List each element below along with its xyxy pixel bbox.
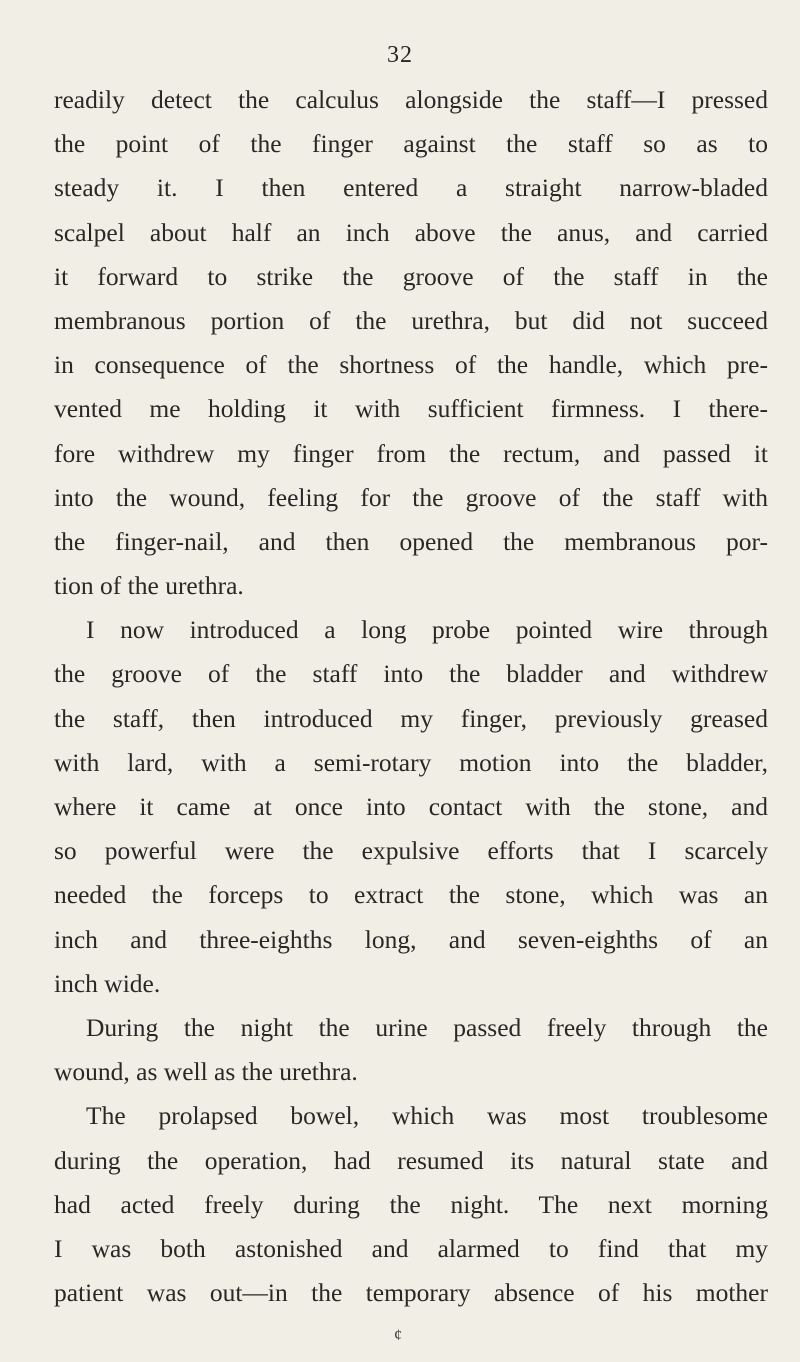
text-line: the staff, then introduced my finger, previously greased (54, 703, 768, 733)
text-line: in consequence of the shortness of the handle, which pre- (54, 350, 768, 380)
text-line: inch and three-eighths long, and seven-eighths of an (54, 924, 768, 954)
text-line: readily detect the calculus alongside the staff—I pressed (54, 85, 768, 114)
text-line: with lard, with a semi-rotary motion into the bladder, (54, 747, 768, 777)
text-line: the finger-nail, and then opened the membranous por- (54, 526, 768, 556)
text-line: had acted freely during the night. The next morning (54, 1189, 768, 1219)
text-line: I now introduced a long probe pointed wire through (86, 615, 768, 645)
text-line: where it came at once into contact with the stone, and (54, 792, 768, 821)
text-line: it forward to strike the groove of the staff in the (54, 261, 768, 291)
text-line: membranous portion of the urethra, but did not succeed (54, 305, 768, 335)
text-line: steady it. I then entered a straight narrow-bladed (54, 173, 768, 203)
text-line: the groove of the staff into the bladder and withdrew (54, 659, 768, 689)
signature-mark: ¢ (394, 1327, 402, 1344)
text-line: fore withdrew my finger from the rectum, and passed it (54, 438, 768, 468)
body-text (54, 78, 768, 1315)
text-line: patient was out—in the temporary absence of his mother (54, 1278, 768, 1308)
text-line: so powerful were the expulsive efforts that I scarcely (54, 836, 768, 866)
text-line: vented me holding it with sufficient firmness. I there- (54, 394, 768, 424)
text-line: into the wound, feeling for the groove of the staff with (54, 482, 768, 512)
text-line: during the operation, had resumed its natural state and (54, 1145, 768, 1175)
text-line: I was both astonished and alarmed to find that my (54, 1233, 768, 1263)
page-number: 32 (387, 42, 413, 68)
text-line: tion of the urethra. (54, 571, 244, 601)
text-line: wound, as well as the urethra. (54, 1057, 358, 1087)
text-line: During the night the urine passed freely through the (86, 1012, 768, 1042)
text-line: inch wide. (54, 968, 161, 998)
text-line: the point of the finger against the staff so as to (54, 129, 768, 159)
text-line: needed the forceps to extract the stone, which was an (54, 880, 768, 910)
text-line: scalpel about half an inch above the anus, and carried (54, 217, 768, 247)
text-line: The prolapsed bowel, which was most troublesome (86, 1101, 768, 1131)
